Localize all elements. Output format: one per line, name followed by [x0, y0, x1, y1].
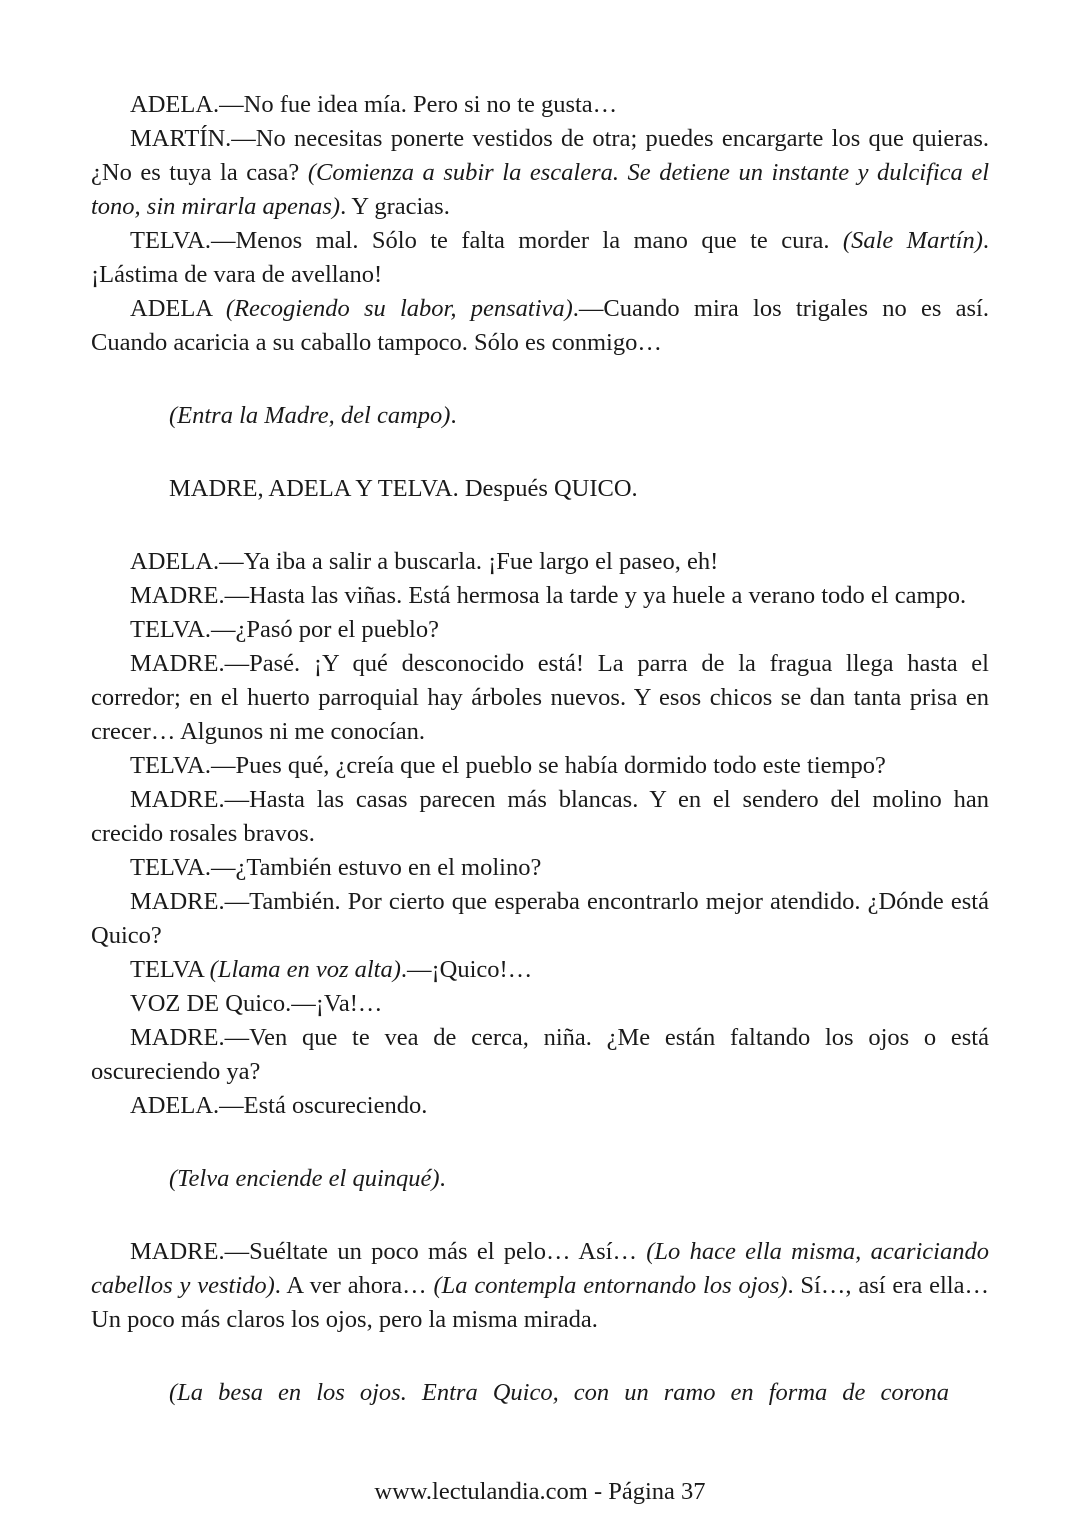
dialogue-text: Hasta las viñas. Está hermosa la tarde y ya huele a verano todo el campo. [249, 582, 967, 609]
dialogue-text: ¿También estuvo en el molino? [235, 854, 542, 881]
speaker-name: TELVA [130, 956, 210, 983]
dialogue-line: MADRE.—Pasé. ¡Y qué desconocido está! La parra de la fragua llega hasta el corredor; en el huerto parroquial hay árboles nuevos. Y esos chicos se dan tanta prisa en crecer… Algunos ni me conocían. [91, 650, 989, 745]
stage-direction: (Lo hace ella misma, acariciando cabellos y vestido) [91, 1238, 989, 1299]
dialogue-line: MADRE.—También. Por cierto que esperaba encontrarlo mejor atendido. ¿Dónde está Quico? [91, 888, 989, 949]
dialogue-line: MADRE.—Ven que te vea de cerca, niña. ¿Me están faltando los ojos o está oscureciendo ya? [91, 1024, 989, 1085]
speaker-name: MARTÍN. [130, 125, 232, 152]
page-footer: www.lectulandia.com - Página 37 [374, 1478, 706, 1505]
stage-direction-block: (La besa en los ojos. Entra Quico, con un ramo en forma de corona [169, 1379, 949, 1406]
speaker-name: TELVA. [130, 616, 212, 643]
dialogue-text: ¡Va!… [315, 990, 383, 1017]
dialogue-line: ADELA.—No fue idea mía. Pero si no te gusta… [130, 91, 618, 118]
stage-direction-block: (Telva enciende el quinqué). [169, 1165, 446, 1192]
dialogue-text: Pues qué, ¿creía que el pueblo se había dormido todo este tiempo? [235, 752, 886, 779]
speaker-name: MADRE. [130, 582, 225, 609]
dialogue-text: No necesitas ponerte vestidos de otra; puedes encargarte los que quieras. ¿No es tuya la casa? [91, 125, 989, 186]
speaker-name: VOZ DE Quico. [130, 990, 292, 1017]
speaker-name: TELVA. [130, 854, 212, 881]
speaker-name: TELVA. [130, 227, 212, 254]
speaker-name: MADRE. [130, 1024, 225, 1051]
spacer [91, 506, 989, 545]
stage-direction: (La contempla entornando los ojos) [433, 1272, 788, 1299]
dialogue-line: ADELA.—Está oscureciendo. [130, 1092, 428, 1119]
speaker-name: ADELA [130, 295, 226, 322]
page-number: Página 37 [608, 1478, 706, 1505]
dialogue-line: ADELA.—Ya iba a salir a buscarla. ¡Fue largo el paseo, eh! [130, 548, 719, 575]
dialogue-line: VOZ DE Quico.—¡Va!… [130, 990, 383, 1017]
stage-direction: (Llama en voz alta) [209, 956, 401, 983]
dialogue-line: MARTÍN.—No necesitas ponerte vestidos de otra; puedes encargarte los que quieras. ¿No es tuya la casa? (Comienza a subir la escalera. Se detiene un instante y dulcifica el tono, sin mirarla apenas). Y gracias. [91, 125, 990, 220]
dialogue-text: ¡Quico!… [431, 956, 533, 983]
stage-direction: (Comienza a subir la escalera. Se detiene un instante y dulcifica el tono, sin mirarla apenas) [91, 159, 990, 220]
dialogue-text: Está oscureciendo. [243, 1092, 428, 1119]
dialogue-line: TELVA (Llama en voz alta).—¡Quico!… [130, 956, 533, 983]
dialogue-text: ¿Pasó por el pueblo? [235, 616, 439, 643]
document-page [91, 88, 989, 1410]
stage-direction: (Sale Martín) [842, 227, 983, 254]
dialogue-text: Cuando mira los trigales no es así. Cuando acaricia a su caballo tampoco. Sólo es conmigo… [91, 295, 989, 356]
dialogue-line: TELVA.—Pues qué, ¿creía que el pueblo se había dormido todo este tiempo? [130, 752, 886, 779]
dialogue-line: MADRE.—Suéltate un poco más el pelo… Así… (Lo hace ella misma, acariciando cabellos y vestido). A ver ahora… (La contempla entornando los ojos). Sí…, así era ella… Un poco más claros los ojos, pero la misma mirada. [91, 1238, 989, 1333]
speaker-name: ADELA. [130, 1092, 220, 1119]
speaker-name: MADRE. [130, 1238, 225, 1265]
site-link[interactable]: www.lectulandia.com [374, 1478, 588, 1505]
dialogue-text: No fue idea mía. Pero si no te gusta… [243, 91, 618, 118]
scene-heading: MADRE, ADELA Y TELVA. Después QUICO. [169, 475, 638, 502]
speaker-name: TELVA. [130, 752, 212, 779]
dialogue-line: MADRE.—Hasta las viñas. Está hermosa la tarde y ya huele a verano todo el campo. [130, 582, 967, 609]
speaker-name: MADRE. [130, 786, 225, 813]
spacer [91, 1337, 989, 1376]
dialogue-line: TELVA.—¿También estuvo en el molino? [130, 854, 542, 881]
dialogue-text: Suéltate un poco más el pelo… Así… [249, 1238, 647, 1265]
stage-direction: (Recogiendo su labor, pensativa) [225, 295, 573, 322]
speaker-name: MADRE. [130, 650, 225, 677]
spacer [91, 1196, 989, 1235]
speaker-name: ADELA. [130, 91, 220, 118]
dialogue-text: Ven que te vea de cerca, niña. ¿Me están faltando los ojos o está oscureciendo ya? [91, 1024, 989, 1085]
dialogue-text: También. Por cierto que esperaba encontrarlo mejor atendido. ¿Dónde está Quico? [91, 888, 989, 949]
spacer [91, 433, 989, 472]
dialogue-line: ADELA (Recogiendo su labor, pensativa).—Cuando mira los trigales no es así. Cuando acaricia a su caballo tampoco. Sólo es conmigo… [91, 295, 989, 356]
speaker-name: ADELA. [130, 548, 220, 575]
dialogue-text: Ya iba a salir a buscarla. ¡Fue largo el paseo, eh! [243, 548, 719, 575]
dialogue-text: Menos mal. Sólo te falta morder la mano que te cura. [235, 227, 843, 254]
dialogue-text: Pasé. ¡Y qué desconocido está! La parra de la fragua llega hasta el corredor; en el huerto parroquial hay árboles nuevos. Y esos chicos se dan tanta prisa en crecer… Algunos ni me conocían. [91, 650, 989, 745]
dialogue-text: Hasta las casas parecen más blancas. Y en el sendero del molino han crecido rosales bravos. [91, 786, 989, 847]
dialogue-line: TELVA.—Menos mal. Sólo te falta morder la mano que te cura. (Sale Martín). ¡Lástima de vara de avellano! [91, 227, 989, 288]
spacer [91, 360, 989, 399]
speaker-name: MADRE. [130, 888, 225, 915]
dialogue-line: MADRE.—Hasta las casas parecen más blancas. Y en el sendero del molino han crecido rosales bravos. [91, 786, 989, 847]
stage-direction-block: (Entra la Madre, del campo). [169, 402, 457, 429]
dialogue-line: TELVA.—¿Pasó por el pueblo? [130, 616, 439, 643]
spacer [91, 1123, 989, 1162]
